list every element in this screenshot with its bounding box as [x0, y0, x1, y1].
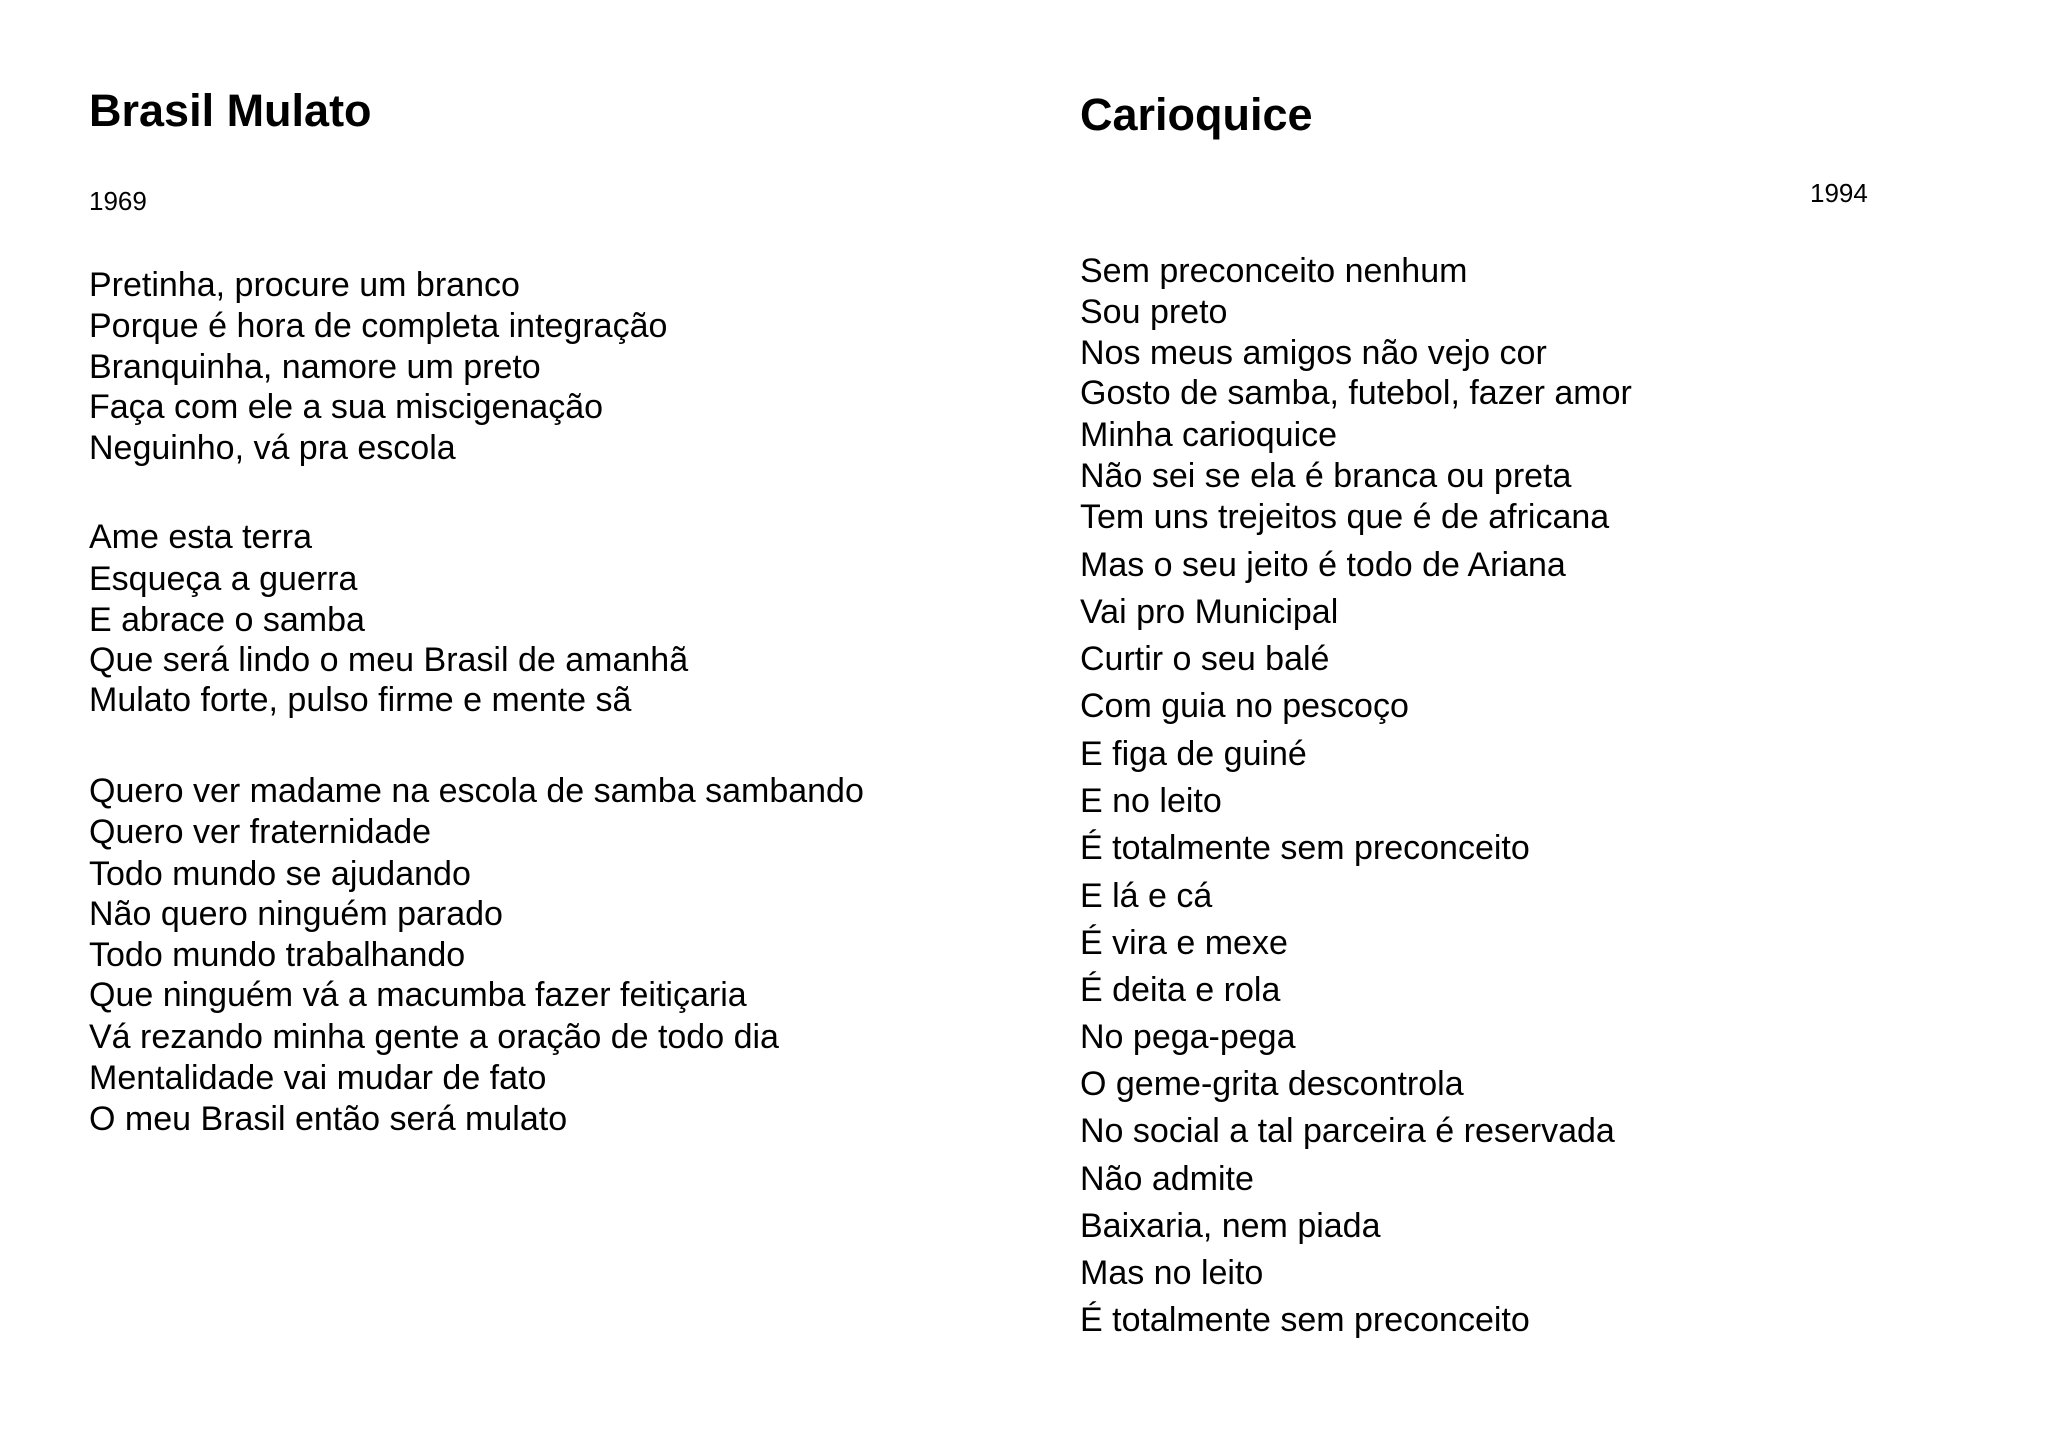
- lyric-line: O meu Brasil então será mulato: [89, 1100, 568, 1138]
- lyric-line: Mulato forte, pulso firme e mente sã: [89, 681, 632, 719]
- song-year: 1969: [89, 186, 147, 216]
- lyric-line: Não admite: [1080, 1160, 1254, 1198]
- lyric-line: Mas o seu jeito é todo de Ariana: [1080, 546, 1566, 584]
- lyric-line: Que ninguém vá a macumba fazer feitiçaria: [89, 976, 747, 1014]
- lyric-line: É deita e rola: [1080, 971, 1281, 1009]
- lyric-line: E lá e cá: [1080, 877, 1213, 915]
- lyric-line: Nos meus amigos não vejo cor: [1080, 334, 1547, 372]
- lyric-line: Quero ver madame na escola de samba sambando: [89, 772, 864, 810]
- lyric-line: Pretinha, procure um branco: [89, 266, 520, 304]
- lyric-line: Tem uns trejeitos que é de africana: [1080, 498, 1610, 536]
- lyric-line: É totalmente sem preconceito: [1080, 1301, 1530, 1339]
- lyric-line: E no leito: [1080, 782, 1222, 820]
- lyric-line: Mentalidade vai mudar de fato: [89, 1059, 547, 1097]
- lyric-line: O geme-grita descontrola: [1080, 1065, 1464, 1103]
- lyric-line: É vira e mexe: [1080, 924, 1288, 962]
- lyric-line: Neguinho, vá pra escola: [89, 429, 456, 467]
- lyric-line: E abrace o samba: [89, 601, 365, 639]
- lyric-line: Faça com ele a sua miscigenação: [89, 388, 604, 426]
- lyric-line: Curtir o seu balé: [1080, 640, 1330, 678]
- lyric-line: Quero ver fraternidade: [89, 813, 432, 851]
- lyric-line: Todo mundo se ajudando: [89, 855, 471, 893]
- lyric-line: Ame esta terra: [89, 518, 312, 556]
- lyric-line: É totalmente sem preconceito: [1080, 829, 1530, 867]
- lyric-line: Gosto de samba, futebol, fazer amor: [1080, 374, 1632, 412]
- lyric-line: Minha carioquice: [1080, 416, 1338, 454]
- lyric-line: Vá rezando minha gente a oração de todo dia: [89, 1018, 779, 1056]
- lyric-line: Baixaria, nem piada: [1080, 1207, 1381, 1245]
- song-title: Carioquice: [1080, 89, 1313, 140]
- lyric-line: Todo mundo trabalhando: [89, 936, 466, 974]
- lyric-line: No social a tal parceira é reservada: [1080, 1112, 1615, 1150]
- lyric-line: Sem preconceito nenhum: [1080, 252, 1468, 290]
- song-title: Brasil Mulato: [89, 85, 372, 136]
- lyric-line: Não quero ninguém parado: [89, 895, 503, 933]
- song-year: 1994: [1810, 178, 1868, 208]
- lyric-line: Mas no leito: [1080, 1254, 1264, 1292]
- lyric-line: Não sei se ela é branca ou preta: [1080, 457, 1572, 495]
- lyric-line: No pega-pega: [1080, 1018, 1296, 1056]
- lyric-line: Esqueça a guerra: [89, 560, 358, 598]
- lyric-line: Sou preto: [1080, 293, 1228, 331]
- lyric-line: Porque é hora de completa integração: [89, 307, 668, 345]
- lyric-line: E figa de guiné: [1080, 735, 1307, 773]
- lyric-line: Branquinha, namore um preto: [89, 348, 541, 386]
- lyric-line: Vai pro Municipal: [1080, 593, 1339, 631]
- lyric-line: Que será lindo o meu Brasil de amanhã: [89, 641, 689, 679]
- lyric-line: Com guia no pescoço: [1080, 687, 1409, 725]
